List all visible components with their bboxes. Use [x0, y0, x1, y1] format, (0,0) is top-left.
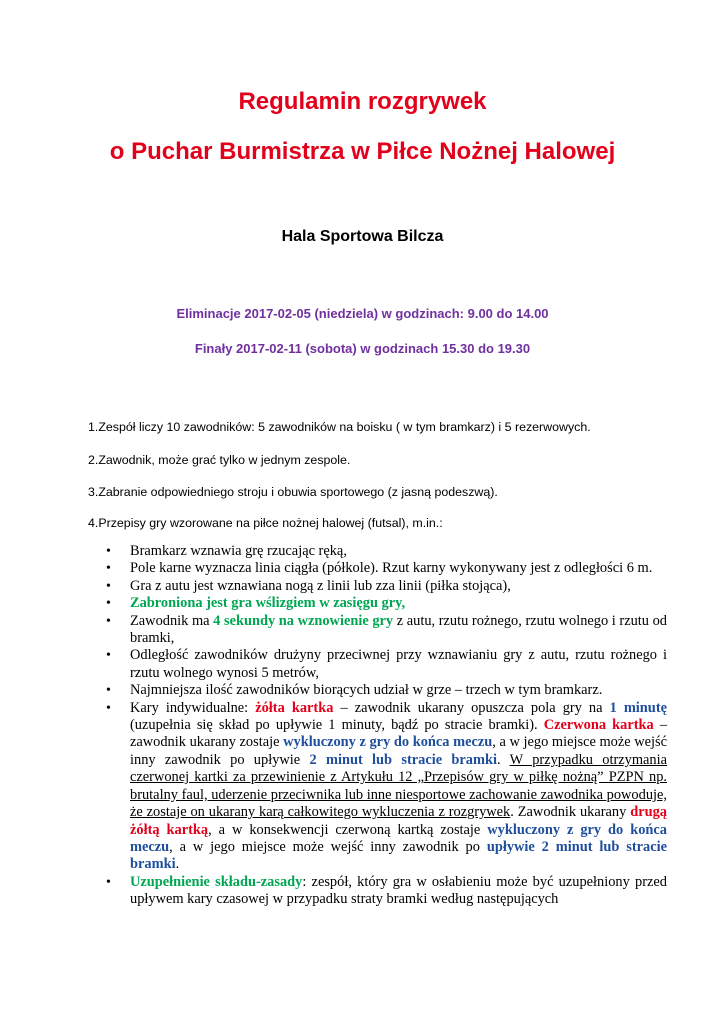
- bullet-text: – zawodnik ukarany zostaje: [130, 717, 668, 751]
- bullet-text: z autu, rzutu rożnego, rzutu wolnego i rzutu od bramki,: [130, 612, 667, 647]
- bullet-text: (uzupełnia się skład po upływie 1 minuty, bądź po stracie bramki).: [130, 717, 544, 734]
- rule-1: 1.Zespół liczy 10 zawodników: 5 zawodników na boisku ( w tym bramkarz) i 5 rezerwowych.: [88, 420, 591, 434]
- bullet-text: , a w jego miejsce może wejść inny zawodnik po: [169, 838, 487, 855]
- bullet-text: Najmniejsza ilość zawodników biorących udział w grze – trzech w tym bramkarz.: [130, 682, 603, 699]
- bullet-text: .: [496, 751, 510, 768]
- bullet-text: – zawodnik ukarany opuszcza pola gry na: [333, 699, 610, 716]
- bullet-text: . Zawodnik ukarany: [510, 804, 631, 821]
- page-title: Regulamin rozgrywek: [238, 88, 487, 115]
- bullet-text: , a w jego miejsce może wejść inny zawodnik po upływie: [130, 734, 667, 768]
- penalty-time: upływie 2 minut lub stracie bramki: [130, 838, 667, 873]
- page-subtitle: o Puchar Burmistrza w Piłce Nożnej Halowej: [109, 138, 616, 165]
- rule-4: 4.Przepisy gry wzorowane na piłce nożnej halowej (futsal), m.in.:: [88, 516, 443, 530]
- schedule-eliminacje: Eliminacje 2017-02-05 (niedziela) w godzinach: 9.00 do 14.00: [176, 306, 549, 321]
- bullet-item: [102, 647, 667, 682]
- bullet-item: [102, 874, 667, 909]
- bullet-text: , a w konsekwencji czerwoną kartką zostaje: [208, 821, 488, 838]
- bullet-item: [102, 613, 667, 648]
- bullet-item: [102, 682, 667, 699]
- second-yellow-label: drugą żółtą kartką: [130, 804, 668, 838]
- exclusion-text: wykluczony z gry do końca meczu: [283, 734, 493, 751]
- red-card-label: Czerwona kartka: [543, 717, 654, 734]
- bullet-item: [102, 543, 667, 560]
- schedule-finaly: Finały 2017-02-11 (sobota) w godzinach 15.30 do 19.30: [194, 341, 531, 356]
- venue-heading: Hala Sportowa Bilcza: [281, 228, 444, 245]
- underlined-clause: W przypadku otrzymania czerwonej kartki za przewinienie z Artykułu 12 „Przepisów gry w piłkę nożną” PZPN np. brutalny faul, uderzenie przeciwnika lub inne niesportowe zachowanie zawodnika powoduje, że zostaje on ukarany karą całkowitego wykluczenia z rozgrywek: [130, 751, 667, 821]
- bullet-text: : zespół, który gra w osłabieniu może być uzupełniony przed upływem kary czasowej w przypadku straty bramki według następujących: [130, 873, 667, 908]
- rule-2: 2.Zawodnik, może grać tylko w jednym zespole.: [88, 453, 351, 467]
- rule-3: 3.Zabranie odpowiedniego stroju i obuwia sportowego (z jasną podeszwą).: [88, 485, 498, 499]
- bullet-text: .: [175, 856, 180, 873]
- bullet-text-highlight: Zabroniona jest gra wślizgiem w zasięgu gry,: [130, 595, 406, 612]
- yellow-card-label: żółta kartka: [255, 699, 334, 716]
- penalty-time: 2 minut lub stracie bramki: [309, 751, 497, 768]
- bullet-item: [102, 578, 667, 595]
- bullet-text: Bramkarz wznawia grę rzucając ręką,: [130, 543, 347, 559]
- bullet-text: Pole karne wyznacza linia ciągła (półkole). Rzut karny wykonywany jest z odległości 6 m.: [130, 560, 653, 577]
- bullet-text: Kary indywidualne:: [130, 699, 256, 716]
- penalty-time: 1 minutę: [609, 699, 667, 716]
- bullet-text-highlight: Uzupełnienie składu-zasady: [130, 873, 303, 890]
- bullet-item: [102, 560, 667, 577]
- exclusion-text: wykluczony z gry do końca meczu: [130, 821, 667, 855]
- bullet-text: Gra z autu jest wznawiana nogą z linii lub zza linii (piłka stojąca),: [130, 577, 511, 594]
- bullet-item-penalties: [102, 700, 667, 874]
- rules-bullet-list: [102, 543, 667, 909]
- bullet-text: Odległość zawodników drużyny przeciwnej przy wznawianiu gry z autu, rzutu rożnego i rzutu wolnego wynosi 5 metrów,: [130, 647, 667, 681]
- bullet-item: [102, 595, 667, 612]
- bullet-text-highlight: 4 sekundy na wznowienie gry: [213, 612, 394, 629]
- bullet-text: Zawodnik ma: [130, 612, 214, 629]
